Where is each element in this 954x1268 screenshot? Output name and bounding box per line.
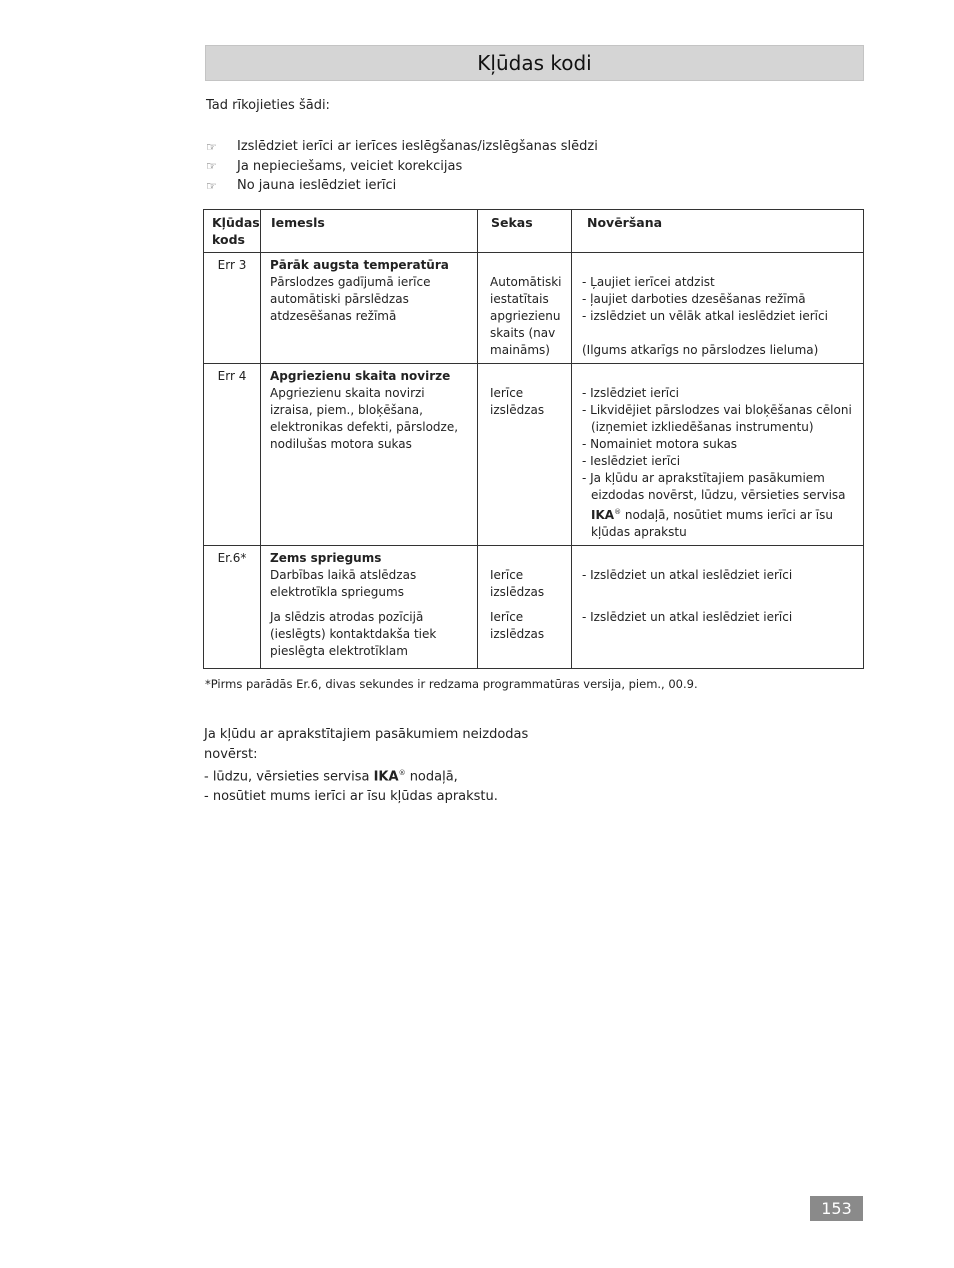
- footnote: *Pirms parādās Er.6, divas sekundes ir redzama programmatūras versija, piem., 00.9.: [205, 677, 698, 691]
- closing-line: [204, 764, 544, 787]
- closing-text-part: nodaļā,: [405, 769, 458, 785]
- pointing-hand-icon: ☞: [206, 159, 217, 174]
- column-header-fix: Novēršana: [572, 210, 864, 253]
- effect-text: Ierīce izslēdzas: [490, 610, 545, 641]
- fix-step: - ļaujiet darboties dzesēšanas režīmā: [582, 292, 806, 306]
- fix-step-tail: nodaļā, nosūtiet mums ierīci ar īsu: [621, 508, 833, 522]
- fix-step: - Izslēdziet un atkal ieslēdziet ierīci: [582, 568, 793, 582]
- list-item: [206, 157, 598, 177]
- table-row: [204, 364, 864, 546]
- brand-name: IKA: [591, 508, 615, 522]
- page-title: Kļūdas kodi: [205, 45, 864, 81]
- fix-cell: [572, 546, 864, 669]
- fix-step: - Likvidējiet pārslodzes vai bloķēšanas cēloni: [582, 403, 852, 417]
- effect-text: Ierīce izslēdzas: [490, 386, 545, 417]
- fix-cell: [572, 253, 864, 364]
- table-row: [204, 253, 864, 364]
- page-number: 153: [810, 1196, 863, 1221]
- effect-cell: [478, 253, 572, 364]
- fix-step: [582, 504, 857, 524]
- effect-text: Automātiski iestatītais apgriezienu skaits (nav maināms): [490, 275, 562, 357]
- list-item: [206, 176, 598, 196]
- closing-line: - nosūtiet mums ierīci ar īsu kļūdas aprakstu.: [204, 788, 498, 804]
- fix-step: - izslēdziet un vēlāk atkal ieslēdziet ierīci: [582, 309, 828, 323]
- error-codes-table: [203, 209, 864, 669]
- fix-step: - Ieslēdziet ierīci: [582, 454, 681, 468]
- error-code: Err 4: [204, 364, 261, 546]
- column-header-code: Kļūdas kods: [204, 210, 261, 253]
- closing-text: [204, 725, 544, 806]
- cause-cell: [261, 546, 478, 669]
- error-code: Err 3: [204, 253, 261, 364]
- fix-step: - Izslēdziet un atkal ieslēdziet ierīci: [582, 610, 793, 624]
- brand-name: IKA: [373, 769, 399, 785]
- error-code: Er.6*: [204, 546, 261, 669]
- table-row: [204, 546, 864, 669]
- fix-note: (Ilgums atkarīgs no pārslodzes lieluma): [582, 343, 819, 357]
- effect-text: Ierīce izslēdzas: [490, 568, 545, 599]
- effect-cell: [478, 364, 572, 546]
- cause-cell: [261, 253, 478, 364]
- closing-line: Ja kļūdu ar aprakstītajiem pasākumiem neizdodas novērst:: [204, 727, 529, 762]
- effect-cell: [478, 546, 572, 669]
- step-text: Izslēdziet ierīci ar ierīces ieslēgšanas/izslēgšanas slēdzi: [237, 139, 598, 155]
- fix-step: (izņemiet izkliedēšanas instrumentu): [591, 420, 814, 434]
- column-header-effect: Sekas: [478, 210, 572, 253]
- fix-step: eizdodas novērst, lūdzu, vērsieties servisa: [591, 488, 846, 502]
- registered-mark: ®: [614, 508, 622, 516]
- cause-title: Pārāk augsta temperatūra: [270, 258, 449, 272]
- intro-text: Tad rīkojieties šādi:: [206, 98, 330, 113]
- cause-text: Apgriezienu skaita novirzi izraisa, piem., bloķēšana, elektronikas defekti, pārslodze, nodilušas motora sukas: [270, 386, 459, 451]
- pointing-hand-icon: ☞: [206, 178, 217, 193]
- cause-text: Pārslodzes gadījumā ierīce automātiski pārslēdzas atdzesēšanas režīmā: [270, 275, 431, 323]
- step-text: No jauna ieslēdziet ierīci: [237, 178, 397, 194]
- table-header-row: [204, 210, 864, 253]
- fix-step: kļūdas aprakstu: [591, 525, 687, 539]
- cause-text: Ja slēdzis atrodas pozīcijā (ieslēgts) kontaktdakša tiek pieslēgta elektrotīklam: [270, 610, 437, 658]
- cause-title: Zems spriegums: [270, 551, 382, 565]
- fix-step: - Nomainiet motora sukas: [582, 437, 738, 451]
- registered-mark: ®: [398, 769, 406, 777]
- list-item: [206, 137, 598, 157]
- column-header-cause: Iemesls: [261, 210, 478, 253]
- fix-step: - Ļaujiet ierīcei atdzist: [582, 275, 715, 289]
- cause-text: Darbības laikā atslēdzas elektrotīkla spriegums: [270, 568, 417, 599]
- fix-step: - Izslēdziet ierīci: [582, 386, 680, 400]
- step-text: Ja nepieciešams, veiciet korekcijas: [237, 158, 463, 174]
- closing-text-part: - lūdzu, vērsieties servisa: [204, 769, 374, 785]
- cause-cell: [261, 364, 478, 546]
- cause-title: Apgriezienu skaita novirze: [270, 369, 451, 383]
- fix-cell: [572, 364, 864, 546]
- steps-list: [206, 137, 598, 196]
- fix-step: - Ja kļūdu ar aprakstītajiem pasākumiem: [582, 471, 825, 485]
- pointing-hand-icon: ☞: [206, 139, 217, 154]
